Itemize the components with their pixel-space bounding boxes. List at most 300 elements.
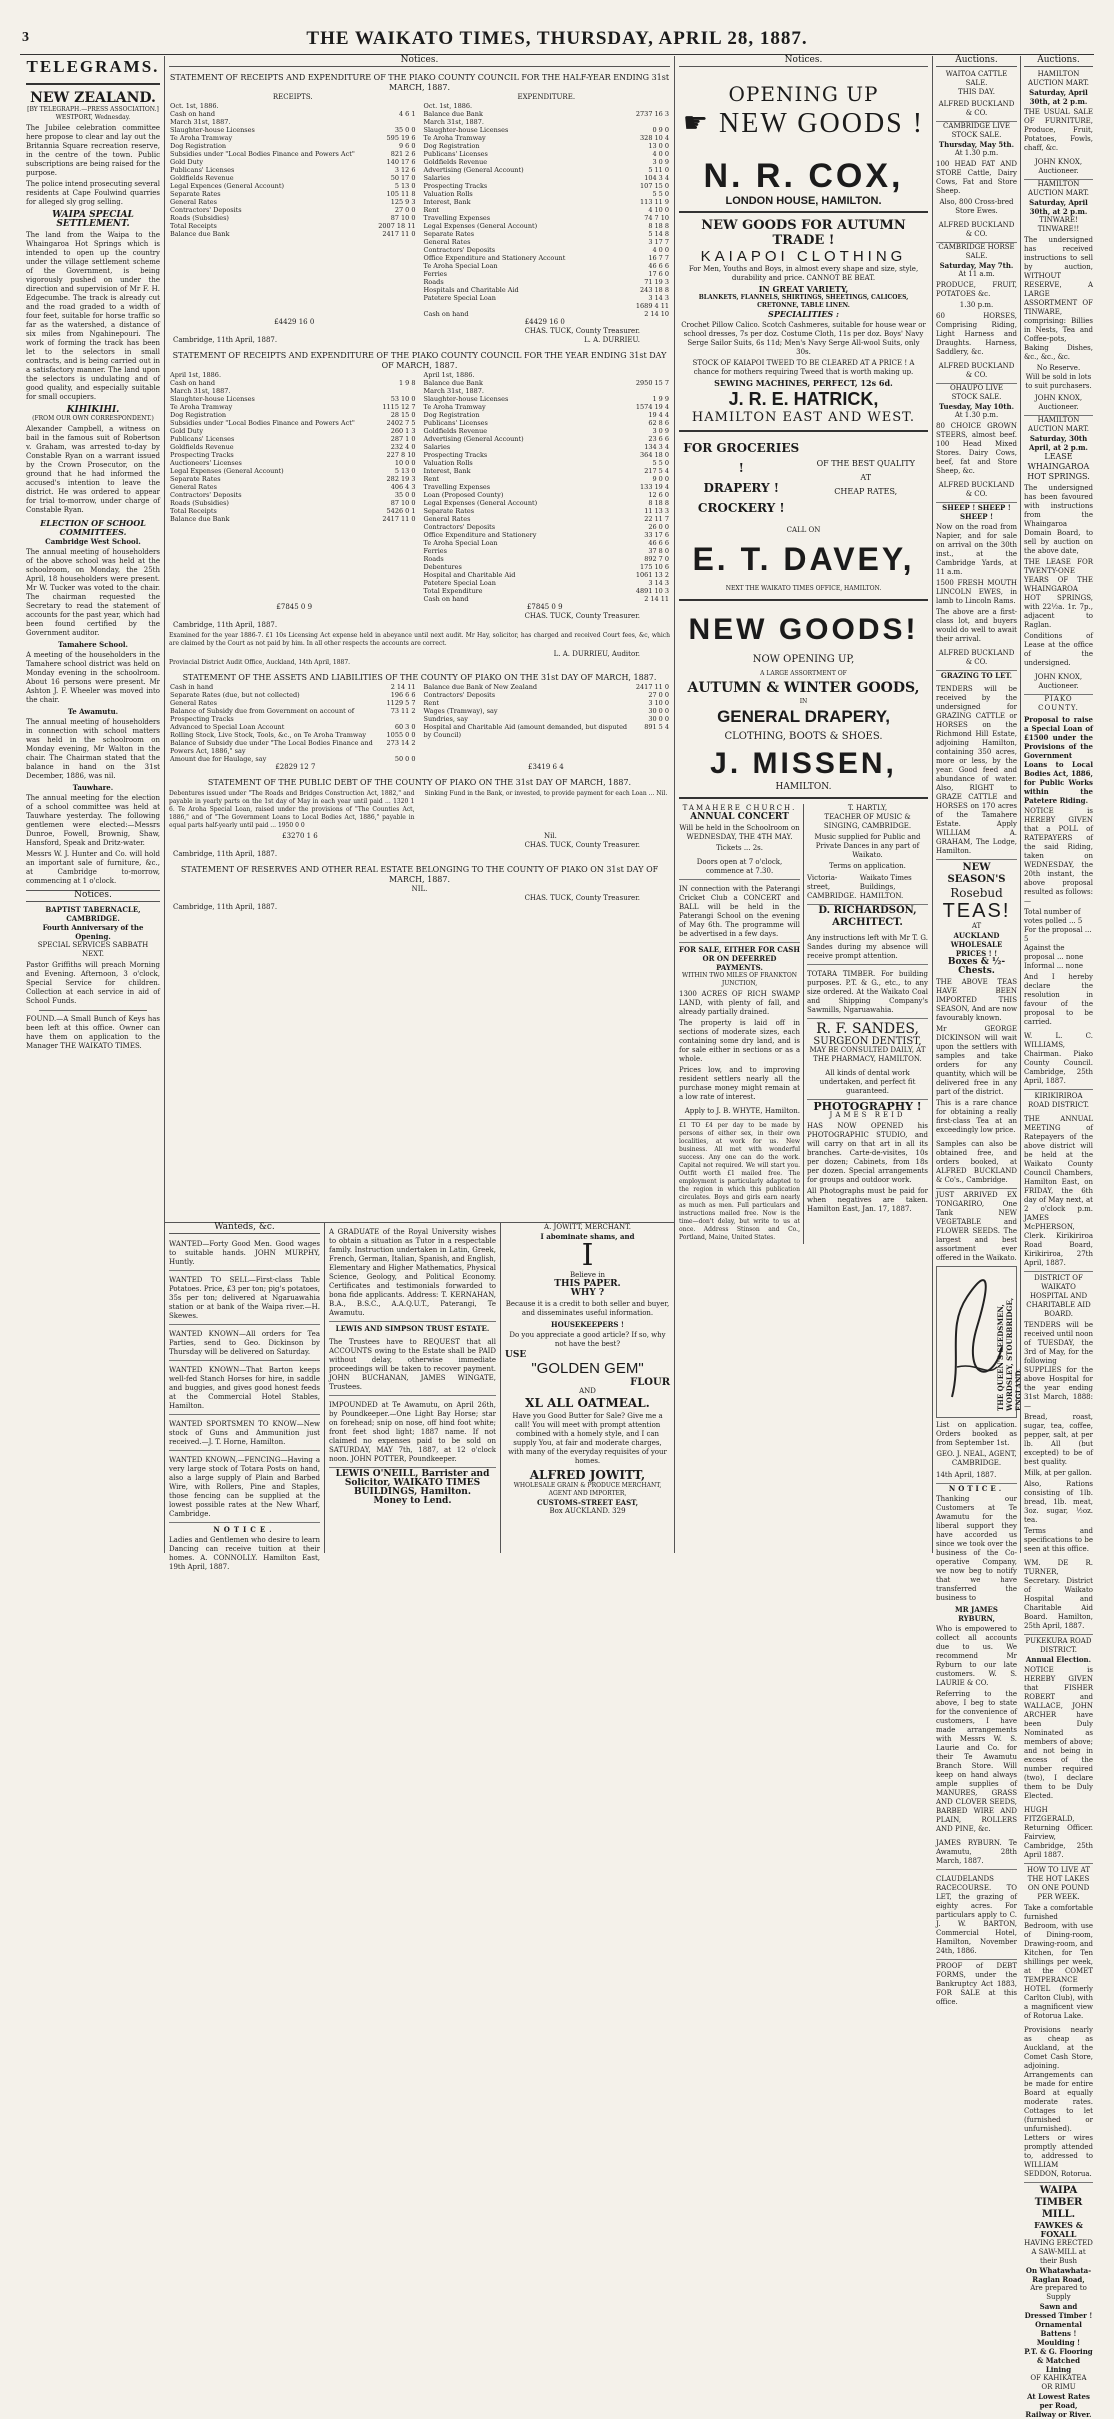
- subheading: IN GREAT VARIETY,: [758, 284, 849, 294]
- table-row: [423, 198, 671, 206]
- auction-line: HAMILTON AUCTION MART.: [1027, 180, 1090, 197]
- row-amount: 328 10 4: [640, 134, 669, 142]
- table-row: [423, 371, 671, 379]
- notice-title: NOTICE.: [948, 1484, 1005, 1493]
- auctioneer: ALFRED BUCKLAND & CO.: [936, 359, 1017, 384]
- subheading: SEWING MACHINES, PERFECT, 12s 6d.: [714, 378, 893, 388]
- table-row: [423, 310, 671, 318]
- sandes-title: SURGEON DENTIST,: [813, 1036, 922, 1047]
- row-amount: 22 11 7: [644, 515, 669, 523]
- total: £2829 12 7: [275, 763, 316, 771]
- teas-title: TEAS!: [942, 900, 1011, 922]
- row-label: Debentures: [423, 563, 462, 571]
- notice-title: BAPTIST TABERNACLE, CAMBRIDGE.: [45, 905, 141, 923]
- drapery: DRAPERY !: [703, 481, 779, 495]
- paragraph: Any instructions left with Mr T. G. Sandes during my absence will receive prompt attention.: [807, 931, 928, 965]
- row-amount: 30 0 0: [648, 715, 669, 723]
- tickets: Tickets ... 2s.: [715, 844, 763, 852]
- table-row: [169, 707, 417, 723]
- paragraph: The annual meeting of householders in connection with school matters was held in the schoolroom on Monday evening, Mr Walton in the chair. The Chairman stated that the balance in hand on the 31st December, 1886, was nil.: [26, 718, 160, 780]
- table-row: [169, 435, 417, 443]
- table-row: [423, 507, 671, 515]
- table-row: [423, 270, 671, 278]
- table-row: [169, 475, 417, 483]
- jowitt-line: Have you Good Butter for Sale? Give me a call! You will meet with prompt attention combined with a homely style, and I can supply You, at fair and moderate charges, with many of the everyday requisites of your homes.: [508, 1412, 667, 1465]
- row-amount: 37 8 0: [648, 547, 669, 555]
- row-amount: 50 0 0: [394, 755, 416, 763]
- auction-line: Ornamental Battens !: [1035, 2320, 1082, 2338]
- statement-table: [169, 371, 670, 603]
- row-label: Balance due Bank of New Zealand: [423, 683, 538, 691]
- for-sale-subtitle: WITHIN TWO MILES OF FRANKTON JUNCTION,: [681, 972, 798, 987]
- autumn-trade: NEW GOODS FOR AUTUMN TRADE !: [701, 218, 906, 248]
- table-row: [423, 475, 671, 483]
- statement-title: STATEMENT OF RESERVES AND OTHER REAL ESTATE BELONGING TO THE COUNTY OF PIAKO ON 31st DAY OF MARCH, 1887.: [180, 865, 659, 884]
- row-label: Roads (Subsidies): [170, 499, 229, 507]
- table-row: [423, 206, 671, 214]
- row-amount: 16 7 7: [648, 254, 669, 262]
- auction-line: WM. DE R. TURNER, Secretary. District of Waikato Hospital and Charitable Aid Board. Hamilton, 25th April, 1887.: [1024, 1556, 1093, 1635]
- row-label: Hospital and Charitable Aid (amount demanded, but disputed by Council): [423, 723, 628, 739]
- table-row: [423, 723, 671, 739]
- auction-line: Take a comfortable furnished Bedroom, with use of Dining-room, Drawing-room, and Kitchen, for Ten shillings per week, at the COMET TEMPERANCE HOTEL (formerly Carlton Club), with a magnificent view of Rotorua Lake.: [1024, 1904, 1093, 2020]
- auction-line: 1.30 p.m.: [959, 301, 994, 309]
- date: Cambridge, 11th April, 1887.: [173, 850, 278, 858]
- auckland-prices: AUCKLAND WHOLESALE PRICES ! !: [950, 931, 1003, 958]
- total: £4429 16 0: [274, 318, 315, 326]
- table-row: [423, 419, 671, 427]
- call-on: CALL ON: [786, 526, 821, 534]
- row-label: Gold Duty: [170, 158, 204, 166]
- row-label: Balance due Bank: [423, 110, 483, 118]
- row-label: Dog Registration: [170, 142, 227, 150]
- row-label: March 31st, 1887.: [170, 387, 231, 395]
- row-amount: 140 17 6: [386, 158, 416, 166]
- telegrams-title: TELEGRAMS.: [26, 57, 160, 76]
- row-label: Oct. 1st, 1886.: [170, 102, 219, 110]
- davey-block: [679, 438, 928, 518]
- rule: [26, 83, 160, 85]
- row-label: Goldfields Revenue: [170, 174, 234, 182]
- table-row: [423, 190, 671, 198]
- row-amount: 821 2 6: [390, 150, 416, 158]
- row-amount: 35 0 0: [394, 491, 416, 499]
- row-label: General Rates: [423, 238, 471, 246]
- auction-line: W. L. C. WILLIAMS, Chairman. Piako County Council. Cambridge, 25th April, 1887.: [1024, 1029, 1093, 1090]
- hartly-name: T. HARTLY,: [847, 804, 888, 812]
- paragraph: FOUND.—A Small Bunch of Keys has been left at this office. Owner can have them on application to the Manager THE WAIKATO TIMES.: [26, 1015, 160, 1050]
- receipts-table: [169, 371, 417, 523]
- row-amount: 46 6 6: [648, 539, 669, 547]
- classified-ad: A GRADUATE of the Royal University wishes to obtain a situation as Tutor in a respectable family. Instruction undertaken in Latin, Greek, French, German, Italian, Spanish, and English, Elementary and Higher Mathematics, Physical Science, Geology, and Political Economy. Certificates and testimonials forwarded to bona fide applicants. Address: T. KERNAHAN, B.A., B.S.C., A.A.Q.U.T., Paterangi, Te Awamutu.: [329, 1225, 496, 1322]
- row-amount: 30 0 0: [648, 707, 669, 715]
- row-label: Rent: [423, 206, 440, 214]
- row-amount: 113 11 9: [640, 198, 669, 206]
- subheading: Tauwhare.: [72, 783, 114, 792]
- auction-line: Terms and specifications to be seen at this office.: [1024, 1527, 1093, 1553]
- row-amount: 5426 0 1: [386, 507, 416, 515]
- row-label: April 1st, 1886.: [423, 371, 475, 379]
- row-label: Salaries: [423, 174, 451, 182]
- table-row: [169, 142, 417, 150]
- church-title: TAMAHERE CHURCH.: [682, 804, 797, 812]
- row-amount: 13 0 0: [648, 142, 669, 150]
- table-row: [423, 579, 671, 587]
- row-amount: 3 0 9: [652, 427, 669, 435]
- section-heading: WAIPA SPECIAL SETTLEMENT.: [52, 210, 134, 229]
- row-amount: 4891 10 3: [635, 587, 669, 595]
- table-row: [169, 683, 417, 691]
- notice-title: NOTICE.: [213, 1525, 276, 1534]
- table-row: [169, 691, 417, 699]
- poll-line: For the proposal ... 5: [1024, 926, 1092, 943]
- row-amount: 17 6 0: [648, 270, 669, 278]
- row-label: Rent: [423, 475, 440, 483]
- auction-line: Referring to the above, I beg to state for the convenience of customers, I have made arrangements with Messrs W. S. Laurie and Co. for their Te Awamutu Branch Store. Will keep on hand always ample supplies of MANURES, GRASS AND CLOVER SEEDS, BARBED WIRE AND PLAIN, ROLLERS AND PINE, &c.: [936, 1690, 1017, 1833]
- auction-line: WAITOA CATTLE SALE.: [945, 70, 1008, 87]
- poll-line: Total number of votes polled ... 5: [1024, 908, 1083, 925]
- row-label: Loan (Proposed County): [423, 491, 504, 499]
- sandes-consult: MAY BE CONSULTED DAILY, AT THE PHARMACY, HAMILTON.: [809, 1046, 926, 1063]
- auction-line: Also, Rations consisting of 1lb. bread, 1lb. meat, 3oz. sugar, ½oz. tea.: [1024, 1480, 1093, 1524]
- jowitt-name: ALFRED JOWITT,: [529, 1468, 646, 1482]
- auction-line: List on application. Orders booked as from September 1st.: [936, 1421, 1017, 1447]
- auction-line: Who is empowered to collect all accounts due to us. We recommend Mr Ryburn to our late customers. W. S. LAURIE & CO.: [936, 1625, 1017, 1687]
- pukekura-title: PUKEKURA ROAD DISTRICT.: [1025, 1637, 1092, 1654]
- table-row: [423, 222, 671, 230]
- at-label: AT: [971, 922, 982, 930]
- paragraph: Will be held in the Schoolroom on WEDNESDAY, THE 4TH MAY.: [679, 824, 800, 841]
- table-row: [169, 150, 417, 158]
- row-label: Legal Expenses (General Account): [170, 467, 284, 475]
- row-amount: 87 10 0: [390, 499, 416, 507]
- jowitt-line: A. JOWITT, MERCHANT.: [544, 1223, 631, 1231]
- row-label: Slaughter-house Licenses: [423, 395, 509, 403]
- byline: [BY TELEGRAPH.—PRESS ASSOCIATION.]: [27, 106, 159, 113]
- jowitt-line: USE: [505, 1350, 527, 1360]
- total: £3270 1 6: [282, 832, 318, 840]
- row-label: Te Aroha Tramway: [170, 403, 233, 411]
- table-row: [423, 691, 671, 699]
- total: £4429 16 0: [524, 318, 565, 326]
- row-amount: 9 0 0: [652, 475, 669, 483]
- row-amount: 2 14 10: [644, 310, 669, 318]
- statement-table: [169, 788, 670, 832]
- row-amount: 232 4 0: [390, 443, 416, 451]
- auction-line: At 1.30 p.m.: [954, 411, 999, 419]
- paragraph: The annual meeting of householders of the above school was held at the schoolroom, on Monday, the 25th April, 18 householders were present. Mr W. Tucker was voted to the chair. The chairman requested the Secretary to read the statement of accounts for the past year, which had been found certified by the Government auditor.: [26, 548, 160, 637]
- row-label: Ferries: [423, 270, 447, 278]
- row-label: Patetere Special Loan: [423, 294, 496, 302]
- jowitt-line: AND: [579, 1387, 596, 1395]
- poll-line: Informal ... none: [1024, 962, 1083, 970]
- paragraph: A meeting of the householders in the Tamahere school district was held on Monday evening in the schoolroom. About 16 persons were present. Mr Ashton J. F. Wheeler was moved into the chair.: [26, 651, 160, 704]
- table-row: [169, 118, 417, 126]
- table-row: [423, 435, 671, 443]
- classified-ad: WANTED TO SELL—First-class Table Potatoes. Price, £3 per ton; pig's potatoes, 35s per ton; delivered at Ngaruawahia station or at bank of the Waipa river.—H. Skewes.: [169, 1273, 320, 1325]
- row-label: Amount due for Haulage, say: [170, 755, 267, 763]
- webb-seeds-signature-seal: [936, 1266, 1023, 1418]
- table-row: [169, 230, 417, 238]
- subheading: (FROM OUR OWN CORRESPONDENT.): [32, 415, 154, 422]
- row-label: Valuation Rolls: [423, 459, 473, 467]
- table-row: [423, 515, 671, 523]
- row-label: Patetere Special Loan: [423, 579, 496, 587]
- auction-line: At Lowest Rates per Road, Railway or River.: [1025, 2392, 1092, 2419]
- table-row: [423, 262, 671, 270]
- paragraph: The property is laid off in sections of moderate sizes, each containing some dry land, and is for sale either in sections or as a whole.: [679, 1019, 800, 1063]
- statement-table: [169, 683, 670, 763]
- table-row: [423, 150, 671, 158]
- table-row: [169, 158, 417, 166]
- row-amount: 1574 19 4: [635, 403, 669, 411]
- table-row: [423, 379, 671, 387]
- golden-gem-title: "GOLDEN GEM": [531, 1360, 644, 1377]
- table-row: [423, 286, 671, 294]
- row-amount: 5 11 0: [648, 166, 669, 174]
- row-amount: 4 0 0: [652, 246, 669, 254]
- seal-text: THE QUEEN'S SEEDSMEN, WORDSLEY, STOURBRIDGE, ENGLAND.: [996, 1297, 1023, 1411]
- rule: [679, 430, 928, 432]
- row-label: Hospitals and Charitable Aid: [423, 286, 519, 294]
- terms: Terms on application.: [829, 862, 906, 870]
- davey-left: [679, 438, 804, 518]
- table-row: [169, 515, 417, 523]
- auction-line: The above are a first-class lot, and buyers would do well to await their arrival.: [936, 608, 1017, 643]
- cheap-rates: CHEAP RATES,: [834, 487, 898, 496]
- auction-line: 80 CHOICE GROWN STEERS, almost beef. 100 Head Mixed Stores. Dairy Cows, beef, fat and Store Sheep, &c.: [936, 422, 1017, 475]
- row-label: Separate Rates: [170, 475, 221, 483]
- row-label: Contractors' Deposits: [170, 206, 242, 214]
- row-amount: [377, 387, 416, 395]
- hatrick-address: HAMILTON EAST AND WEST.: [691, 410, 916, 425]
- reid-name: JAMES REID: [829, 1111, 906, 1119]
- row-label: Ferries: [423, 547, 447, 555]
- auction-line: HUGH FITZGERALD, Returning Officer. Fairview, Cambridge, 25th April 1887.: [1024, 1803, 1093, 1864]
- table-row: [423, 539, 671, 547]
- paragraph: All Photographs must be paid for when negatives are taken. Hamilton East, Jan. 17, 1887.: [807, 1187, 928, 1213]
- row-label: Total Receipts: [170, 507, 217, 515]
- table-row: [423, 214, 671, 222]
- row-label: Dog Registration: [423, 142, 480, 150]
- row-amount: 104 3 4: [644, 174, 669, 182]
- table-row: [169, 198, 417, 206]
- table-row: [169, 126, 417, 134]
- row-label: Roads (Subsidies): [170, 214, 229, 222]
- auction-line: Moulding !: [1036, 2338, 1081, 2347]
- row-label: Legal Expenses (General Account): [423, 222, 538, 230]
- table-row: [169, 483, 417, 491]
- auctions-heading: Auctions.: [936, 56, 1017, 67]
- table-row: [169, 459, 417, 467]
- table-row: [423, 230, 671, 238]
- auction-line: Also, 800 Cross-bred Store Ewes.: [939, 198, 1014, 215]
- auction-line: Conditions of Lease at the office of the undersigned.: [1024, 632, 1093, 667]
- row-amount: 1 9 8: [398, 379, 416, 387]
- row-label: General Rates: [423, 515, 471, 523]
- audit-office: Provincial District Audit Office, Auckland, 14th April, 1887.: [169, 659, 351, 666]
- row-label: Interest, Bank: [423, 198, 471, 206]
- hospital-title: DISTRICT OF WAIKATO HOSPITAL AND CHARITABLE AID BOARD.: [1026, 1274, 1091, 1318]
- subheading: SPECIALITIES :: [768, 309, 839, 319]
- row-label: Legal Expenses (General Account): [423, 499, 538, 507]
- column-auctions-1: [932, 55, 1023, 2006]
- auction-date: Tuesday, May 10th.: [938, 402, 1015, 411]
- piako-title: PIAKO COUNTY.: [1038, 695, 1079, 712]
- row-amount: 5 13 0: [394, 467, 416, 475]
- classified-ad: The Trustees have to REQUEST that all ACCOUNTS owing to the Estate shall be PAID without delay, otherwise immediate proceedings will be taken to recover payment. JOHN BUCHANAN, JAMES WINGATE, Trustees.: [329, 1335, 496, 1396]
- auction-line: Proposal to raise a Special Loan of £1500 under the Provisions of the Government Loans to Local Bodies Act, 1886, for Public Works within the Patetere Riding.: [1024, 715, 1093, 805]
- table-row: [169, 214, 417, 222]
- masthead: [0, 28, 1114, 50]
- auction-date: Thursday, May 5th.: [938, 140, 1015, 149]
- wanteds-heading: Wanteds, &c.: [169, 1223, 320, 1234]
- date: Cambridge, 11th April, 1887.: [173, 903, 278, 911]
- row-amount: 2 14 11: [390, 683, 416, 691]
- paragraph: The Jubilee celebration committee here propose to clear and lay out the Britannia Square recreation reserve, in the centre of the town. Public subscriptions are being raised for the purpose.: [26, 124, 160, 177]
- column-jowitt: [500, 1222, 674, 1553]
- general-drapery: GENERAL DRAPERY,: [717, 707, 890, 726]
- row-label: Oct. 1st, 1886.: [423, 102, 473, 110]
- table-row: [423, 459, 671, 467]
- table-row: [423, 246, 671, 254]
- notice-subtitle: Fourth Anniversary of the Opening.: [42, 923, 144, 941]
- table-row: [169, 755, 417, 763]
- table-row: [423, 707, 671, 715]
- row-amount: 595 19 6: [386, 134, 416, 142]
- jowitt-line: Box AUCKLAND. 329: [549, 1507, 626, 1515]
- row-amount: 74 7 10: [644, 214, 669, 222]
- row-amount: 5 14 8: [648, 230, 669, 238]
- row-amount: 260 1 3: [390, 427, 416, 435]
- row-amount: 2417 11 0: [635, 683, 669, 691]
- crockery: CROCKERY !: [697, 501, 785, 515]
- row-amount: 134 3 4: [644, 443, 669, 451]
- row-amount: 60 3 0: [394, 723, 416, 731]
- auction-line: Will be sold in lots to suit purchasers.: [1025, 373, 1092, 390]
- table-row: [169, 166, 417, 174]
- annual-election: Annual Election.: [1025, 1655, 1092, 1664]
- statement-title: STATEMENT OF THE ASSETS AND LIABILITIES OF THE COUNTY OF PIAKO ON THE 31st DAY OF MARCH, 1887.: [182, 673, 657, 682]
- row-label: Cash on hand: [170, 110, 216, 118]
- page-number: 3: [22, 30, 30, 45]
- table-row: [169, 451, 417, 459]
- auction-line: No Reserve.: [1036, 364, 1081, 372]
- row-label: Goldfields Revenue: [423, 427, 488, 435]
- row-amount: 28 15 0: [390, 411, 416, 419]
- paragraph: £1 TO £4 per day to be made by persons of either sex, in their own localities, at work for us. New business. All met with wonderful success. Any one can do the work. Capital not required. We will start you. Outfit worth £1 mailed free. The employment is particularly adapted to the region in which this publication circulates. Boys and girls earn nearly as much as men. Full particulars and instructions mailed free. Now is the time—don't delay, but write to us at once. Address Stinson and Co., Portland, Maine, United States.: [679, 1122, 800, 1241]
- paragraph: Pastor Griffiths will preach Morning and Evening. Afternoon, 3 o'clock, Special Service for children. Collection at each service in aid of School Funds.: [26, 961, 160, 1005]
- row-label: Balance due Bank: [423, 379, 483, 387]
- auctioneer: ALFRED BUCKLAND & CO.: [936, 97, 1017, 122]
- row-amount: 5 13 0: [394, 182, 416, 190]
- row-amount: 3 12 6: [394, 166, 416, 174]
- date: Cambridge, 11th April, 1887.: [173, 336, 278, 344]
- table-row: [169, 499, 417, 507]
- row-amount: 9 6 0: [398, 142, 416, 150]
- row-label: Separate Rates: [170, 190, 221, 198]
- table-row: [423, 467, 671, 475]
- row-label: Office Expenditure and Stationery Account: [423, 254, 566, 262]
- paragraph: Prices low, and to improving resident settlers nearly all the purchase money might remain at a low rate of interest.: [679, 1066, 800, 1101]
- table-row: [423, 174, 671, 182]
- jowitt-line: Believe in: [570, 1271, 605, 1279]
- table-row: [423, 254, 671, 262]
- table-row: [423, 302, 671, 310]
- row-label: Prospecting Tracks: [423, 182, 488, 190]
- table-row: [169, 411, 417, 419]
- classified-ad: WANTED KNOWN,—FENCING—Having a very large stock of Totara Posts on hand, also a large supply of Plain and Barbed Wire, with Rollers, Pine and Staples, those fencing can be supplied at the lowest possible rates at the New Wharf, Cambridge.: [169, 1453, 320, 1523]
- auction-line: PRODUCE, FRUIT, POTATOES &c.: [936, 281, 1017, 298]
- new-goods-title: [679, 107, 928, 141]
- table-row: [169, 443, 417, 451]
- row-label: Rent: [423, 699, 440, 707]
- row-amount: 217 5 4: [644, 467, 669, 475]
- rule: [679, 797, 928, 799]
- table-row: [169, 174, 417, 182]
- auctioneer: JOHN KNOX, Auctioneer.: [1024, 391, 1093, 416]
- auctioneer: ALFRED BUCKLAND & CO.: [936, 218, 1017, 243]
- table-row: [423, 491, 671, 499]
- auction-line: HAMILTON AUCTION MART.: [1027, 416, 1090, 433]
- column-tutor-ads: [324, 1222, 500, 1553]
- auction-line: On Whatawhata-Raglan Road,: [1025, 2266, 1092, 2284]
- auction-line: GRAZING TO LET.: [940, 671, 1013, 680]
- photography-title: PHOTOGRAPHY !: [813, 1100, 922, 1113]
- auction-line: This is a rare chance for obtaining a really first-class Tea at an exceedingly low price.: [936, 1099, 1017, 1134]
- jowitt-line: Because it is a credit to both seller and buyer, and disseminates useful information.: [505, 1300, 670, 1317]
- row-label: April 1st, 1886.: [170, 371, 222, 379]
- total: £7845 0 9: [526, 603, 563, 611]
- row-amount: [621, 118, 670, 126]
- table-row: [423, 166, 671, 174]
- auction-line: At 11 a.m.: [958, 270, 995, 278]
- expenditure-table: [423, 371, 671, 603]
- row-label: Goldfields Revenue: [423, 158, 488, 166]
- table-row: [169, 110, 417, 118]
- table-row: [423, 531, 671, 539]
- row-label: Cash on hand: [423, 310, 469, 318]
- auction-line: The undersigned has been favoured with instructions from the Whaingaroa Domain Board, to sell by auction on the above date,: [1024, 484, 1093, 555]
- subheading: Tamahere School.: [58, 640, 128, 649]
- row-label: Cash in hand: [170, 683, 214, 691]
- rosebud: Rosebud: [950, 886, 1003, 900]
- paragraph: 1300 ACRES OF RICH SWAMP LAND, with plenty of fall, and already partially drained.: [679, 990, 800, 1016]
- row-label: Advanced to Special Loan Account: [170, 723, 285, 731]
- table-row: [423, 182, 671, 190]
- agent: GEO. J. NEAL, AGENT, CAMBRIDGE.: [936, 1450, 1017, 1467]
- row-amount: [612, 371, 670, 379]
- table-row: [169, 206, 417, 214]
- row-amount: 2007 18 11: [378, 222, 416, 230]
- kirikiriroa-title: KIRIKIRIROA ROAD DISTRICT.: [1027, 1092, 1089, 1109]
- table-row: [169, 190, 417, 198]
- row-amount: 87 10 0: [390, 214, 416, 222]
- paragraph: Doors open at 7 o'clock, commence at 7.30.: [679, 855, 800, 880]
- table-row: [423, 142, 671, 150]
- table-row: [169, 182, 417, 190]
- auction-line: At 1.30 p.m.: [954, 149, 999, 157]
- auction-line: 60 HORSES, Comprising Riding, Light Harness and Draughts. Harness, Saddlery, &c.: [936, 312, 1017, 356]
- row-amount: [612, 387, 670, 395]
- table-row: [169, 731, 417, 739]
- row-label: Prospecting Tracks: [170, 451, 234, 459]
- row-amount: 11 13 3: [644, 507, 669, 515]
- row-label: Slaughter-house Licenses: [170, 395, 255, 403]
- table-row: [423, 451, 671, 459]
- auction-line: Sawn and Dressed Timber !: [1024, 2302, 1093, 2320]
- row-amount: 133 19 4: [640, 483, 669, 491]
